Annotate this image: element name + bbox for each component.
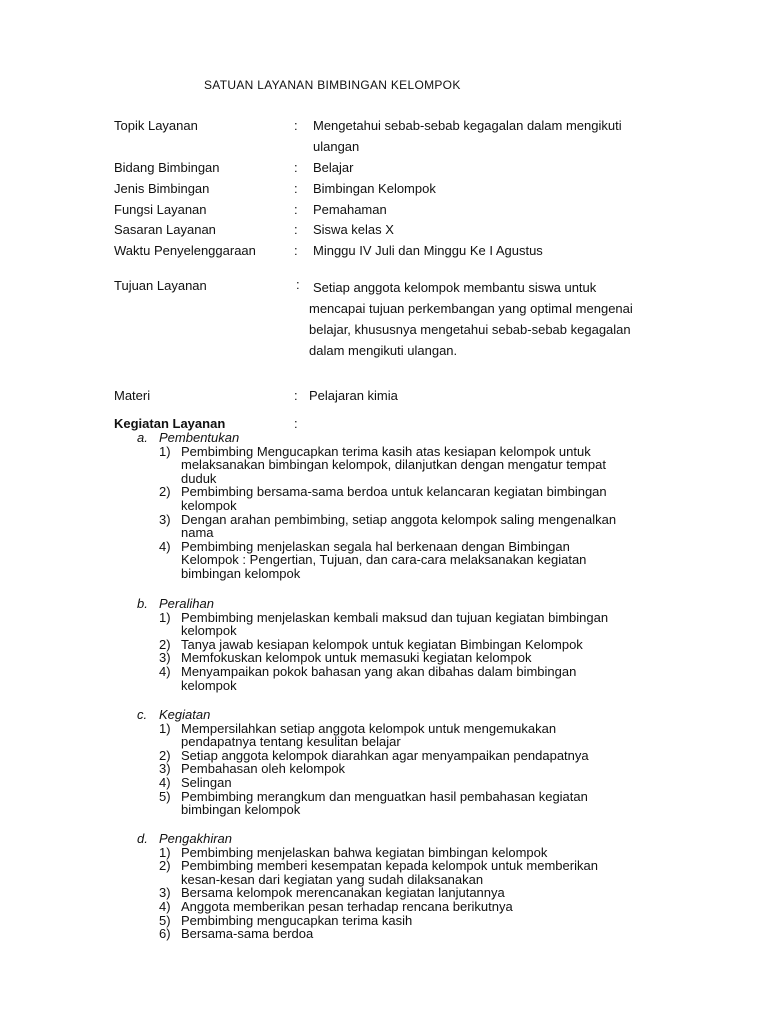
field-value: Pelajaran kimia: [309, 388, 398, 403]
field-value: Minggu IV Juli dan Minggu Ke I Agustus: [313, 243, 543, 258]
item-text: [181, 762, 651, 776]
field-colon: :: [294, 118, 298, 133]
field-value: Belajar: [313, 160, 354, 175]
field-colon: :: [294, 416, 298, 431]
document-title: SATUAN LAYANAN BIMBINGAN KELOMPOK: [204, 78, 461, 92]
item-line: Memfokuskan kelompok untuk memasuki kegiatan kelompok: [181, 650, 532, 666]
list-item: [137, 776, 651, 790]
item-line: Menyampaikan pokok bahasan yang akan dibahas dalam bimbingan: [181, 663, 577, 679]
item-number: 2): [159, 858, 171, 874]
field-colon: :: [296, 277, 300, 292]
item-line: Pembimbing bersama-sama berdoa untuk kelancaran kegiatan bimbingan: [181, 484, 607, 500]
item-text: [181, 540, 651, 581]
item-number: 3): [159, 650, 171, 666]
field-colon: :: [294, 160, 298, 175]
section-kegiatan: [137, 708, 651, 817]
section-heading: [137, 832, 651, 846]
item-text: [181, 722, 651, 749]
item-number: 4): [159, 663, 171, 679]
field-label: Fungsi Layanan: [114, 202, 207, 217]
item-line: Pembimbing mengucapkan terima kasih: [181, 912, 413, 928]
field-colon: :: [294, 222, 298, 237]
item-number: 4): [159, 538, 171, 554]
section-name: Pengakhiran: [159, 831, 232, 846]
item-line: Pembimbing Mengucapkan terima kasih atas kesiapan kelompok untuk: [181, 443, 591, 459]
item-line: nama: [181, 525, 214, 541]
list-item: [137, 540, 651, 581]
field-value: Pemahaman: [313, 202, 387, 217]
section-letter: d.: [137, 831, 148, 846]
item-line: Pembimbing menjelaskan segala hal berkenaan dengan Bimbingan: [181, 538, 570, 554]
item-text: [181, 638, 651, 652]
list-item: [137, 651, 651, 665]
field-label: Topik Layanan: [114, 118, 198, 133]
item-line: duduk: [181, 470, 217, 486]
item-line: pendapatnya tentang kesulitan belajar: [181, 734, 401, 750]
item-text: [181, 485, 651, 512]
item-text: [181, 513, 651, 540]
field-label: Sasaran Layanan: [114, 222, 216, 237]
list-item: [137, 927, 651, 941]
item-line: Anggota memberikan pesan terhadap rencana berikutnya: [181, 898, 513, 914]
item-number: 6): [159, 926, 171, 942]
item-line: bimbingan kelompok: [181, 565, 301, 581]
item-line: Dengan arahan pembimbing, setiap anggota kelompok saling mengenalkan: [181, 511, 617, 527]
list-item: [137, 611, 651, 638]
item-text: [181, 846, 651, 860]
item-number: 3): [159, 511, 171, 527]
item-line: Pembimbing menjelaskan kembali maksud dan tujuan kegiatan bimbingan: [181, 609, 609, 625]
item-number: 4): [159, 898, 171, 914]
list-item: [137, 485, 651, 512]
item-text: [181, 859, 651, 886]
item-text: [181, 914, 651, 928]
section-peralihan: [137, 597, 651, 692]
list-item: [137, 749, 651, 763]
item-text: [181, 927, 651, 941]
list-item: [137, 445, 651, 486]
item-line: Mempersilahkan setiap anggota kelompok untuk mengemukakan: [181, 720, 557, 736]
item-text: [181, 886, 651, 900]
item-line: Selingan: [181, 774, 232, 790]
field-value: Mengetahui sebab-sebab kegagalan dalam mengikuti: [313, 118, 622, 133]
field-label: Tujuan Layanan: [114, 278, 207, 293]
item-line: Pembimbing menjelaskan bahwa kegiatan bimbingan kelompok: [181, 844, 548, 860]
field-label: Materi: [114, 388, 151, 403]
item-text: [181, 776, 651, 790]
item-line: Bersama-sama berdoa: [181, 926, 314, 942]
field-label: Waktu Penyelenggaraan: [114, 243, 256, 258]
item-number: 2): [159, 484, 171, 500]
item-line: Pembimbing memberi kesempatan kepada kelompok untuk memberikan: [181, 858, 598, 874]
list-item: [137, 762, 651, 776]
item-number: 2): [159, 636, 171, 652]
field-value: Siswa kelas X: [313, 222, 394, 237]
item-line: kesan-kesan dari kegiatan yang sudah dilaksanakan: [181, 871, 484, 887]
list-item: [137, 638, 651, 652]
section-heading: [137, 597, 651, 611]
field-value: Bimbingan Kelompok: [313, 181, 436, 196]
item-text: [181, 900, 651, 914]
field-colon: :: [294, 181, 298, 196]
section-name: Pembentukan: [159, 430, 240, 445]
kegiatan-layanan-heading: Kegiatan Layanan: [114, 416, 226, 431]
item-text: [181, 790, 651, 817]
item-line: Bersama kelompok merencanakan kegiatan lanjutannya: [181, 885, 505, 901]
item-number: 3): [159, 761, 171, 777]
item-number: 5): [159, 788, 171, 804]
tujuan-line: Setiap anggota kelompok membantu siswa untuk: [313, 280, 597, 295]
item-text: [181, 665, 651, 692]
list-item: [137, 859, 651, 886]
section-heading: [137, 431, 651, 445]
item-number: 1): [159, 720, 171, 736]
tujuan-description: [309, 277, 633, 361]
field-colon: :: [294, 388, 298, 403]
list-item: [137, 914, 651, 928]
item-line: Setiap anggota kelompok diarahkan agar menyampaikan pendapatnya: [181, 747, 589, 763]
section-pengakhiran: [137, 832, 651, 941]
item-text: [181, 651, 651, 665]
item-line: kelompok: [181, 497, 237, 513]
list-item: [137, 513, 651, 540]
item-number: 1): [159, 443, 171, 459]
item-number: 2): [159, 747, 171, 763]
item-number: 3): [159, 885, 171, 901]
item-line: bimbingan kelompok: [181, 802, 301, 818]
item-text: [181, 749, 651, 763]
item-number: 1): [159, 844, 171, 860]
section-heading: [137, 708, 651, 722]
list-item: [137, 846, 651, 860]
list-item: [137, 722, 651, 749]
tujuan-line: dalam mengikuti ulangan.: [309, 343, 458, 358]
section-name: Kegiatan: [159, 707, 211, 722]
item-line: Pembahasan oleh kelompok: [181, 761, 346, 777]
list-item: [137, 900, 651, 914]
item-line: kelompok: [181, 677, 237, 693]
item-line: kelompok: [181, 623, 237, 639]
section-letter: c.: [137, 707, 148, 722]
section-letter: a.: [137, 430, 148, 445]
section-pembentukan: [137, 431, 651, 581]
field-colon: :: [294, 243, 298, 258]
field-label: Bidang Bimbingan: [114, 160, 220, 175]
item-number: 1): [159, 609, 171, 625]
item-number: 4): [159, 774, 171, 790]
item-line: Tanya jawab kesiapan kelompok untuk kegiatan Bimbingan Kelompok: [181, 636, 583, 652]
field-label: Jenis Bimbingan: [114, 181, 210, 196]
item-number: 5): [159, 912, 171, 928]
field-value-continued: ulangan: [313, 139, 360, 154]
list-item: [137, 790, 651, 817]
tujuan-line: belajar, khususnya mengetahui sebab-sebab kegagalan: [309, 322, 631, 337]
list-item: [137, 886, 651, 900]
item-line: Pembimbing merangkum dan menguatkan hasil pembahasan kegiatan: [181, 788, 588, 804]
item-text: [181, 445, 651, 486]
list-item: [137, 665, 651, 692]
section-name: Peralihan: [159, 596, 214, 611]
section-letter: b.: [137, 596, 148, 611]
item-line: Kelompok : Pengertian, Tujuan, dan cara-cara melaksanakan kegiatan: [181, 552, 587, 568]
tujuan-line: mencapai tujuan perkembangan yang optimal mengenai: [309, 301, 633, 316]
field-colon: :: [294, 202, 298, 217]
item-text: [181, 611, 651, 638]
item-line: melaksanakan bimbingan kelompok, dilanjutkan dengan mengatur tempat: [181, 457, 606, 473]
